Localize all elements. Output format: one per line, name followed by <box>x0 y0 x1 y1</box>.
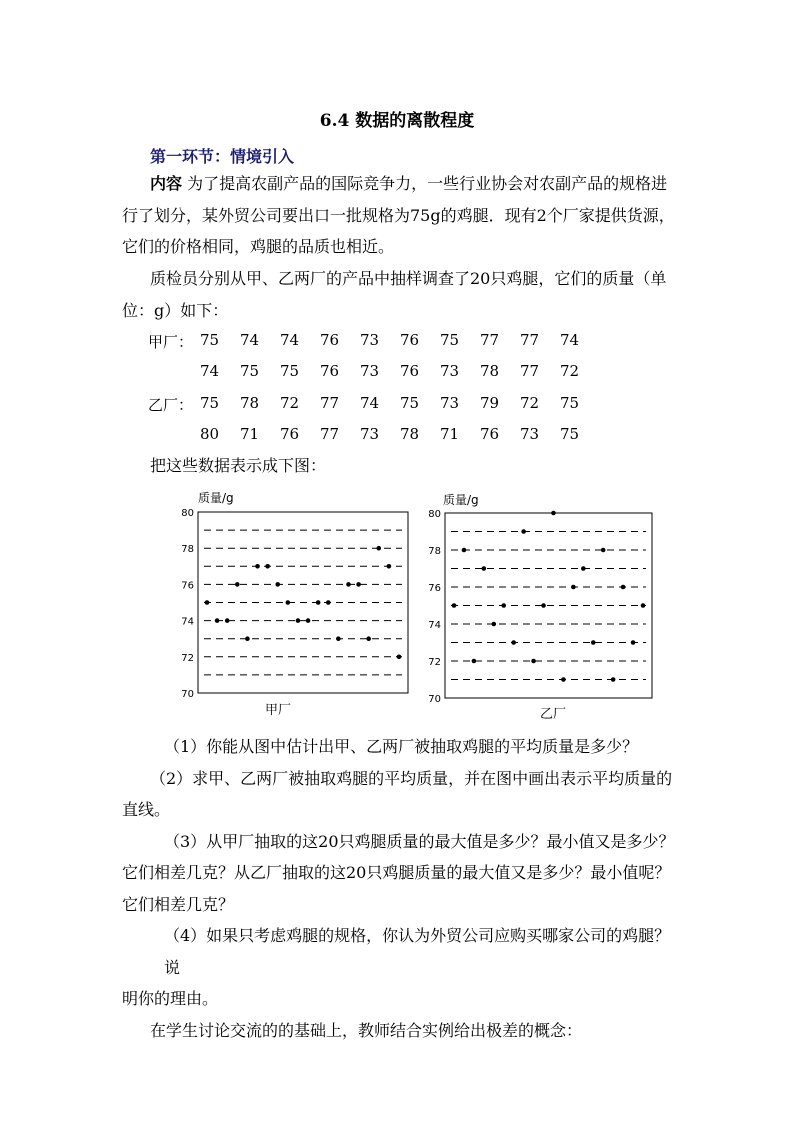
figure-intro: 把这些数据表示成下图： <box>150 456 327 475</box>
data-point <box>326 600 331 605</box>
data-point <box>621 585 626 590</box>
data-point <box>255 564 260 569</box>
y-tick-label: 72 <box>428 657 441 668</box>
intro-label: 内容 <box>150 174 183 193</box>
table-cell: 77 <box>320 394 340 412</box>
data-point <box>397 655 402 660</box>
table-cell: 78 <box>240 394 260 412</box>
page-title: 6.4 数据的离散程度 <box>319 111 475 131</box>
data-point <box>491 622 496 627</box>
data-point <box>541 603 546 608</box>
data-point <box>286 600 291 605</box>
chart-ylabel: 质量/g <box>443 493 479 507</box>
y-tick-label: 74 <box>428 620 441 631</box>
survey-paragraph <box>122 263 682 326</box>
data-point <box>641 603 646 608</box>
data-point <box>346 582 351 587</box>
table-cell: 73 <box>520 425 540 443</box>
data-point <box>501 603 506 608</box>
data-point <box>215 618 220 623</box>
y-tick-label: 78 <box>181 544 194 556</box>
table-cell: 74 <box>360 394 380 412</box>
data-point <box>366 636 371 641</box>
y-tick-label: 74 <box>181 616 194 628</box>
table-cell: 77 <box>480 331 500 349</box>
table-cell: 76 <box>400 331 420 349</box>
data-point <box>265 564 270 569</box>
table-cell: 71 <box>440 425 460 443</box>
question-2-line-1: （2）求甲、乙两厂被抽取鸡腿的平均质量，并在图中画出表示平均质量的 <box>150 768 673 788</box>
table-cell: 77 <box>520 362 540 380</box>
data-point <box>316 600 321 605</box>
data-point <box>482 566 487 571</box>
table-cell: 76 <box>400 362 420 380</box>
table-cell: 75 <box>440 331 460 349</box>
data-points <box>452 511 646 682</box>
data-point <box>571 585 576 590</box>
data-point <box>306 618 311 623</box>
y-tick-label: 70 <box>181 689 194 700</box>
table-cell: 75 <box>280 362 300 380</box>
question-2-line-2: 直线。 <box>122 800 171 819</box>
table-cell: 74 <box>200 362 220 380</box>
table-cell: 73 <box>360 331 380 349</box>
question-3-line-3: 它们相差几克？ <box>122 894 235 914</box>
data-point <box>611 677 616 682</box>
y-tick-label: 72 <box>181 652 194 664</box>
table-cell: 75 <box>400 394 420 412</box>
intro-paragraph <box>122 168 682 263</box>
table-cell: 75 <box>240 362 260 380</box>
chart-title: 乙厂 <box>539 707 567 722</box>
data-point <box>275 582 280 587</box>
table-cell: 73 <box>360 425 380 443</box>
y-tick-label: 70 <box>428 694 441 705</box>
data-point <box>235 582 240 587</box>
data-point <box>356 582 361 587</box>
data-point <box>561 677 566 682</box>
table-cell: 73 <box>360 362 380 380</box>
table-cell: 75 <box>560 394 580 412</box>
table-cell: 77 <box>320 425 340 443</box>
gridlines <box>204 530 402 675</box>
data-point <box>581 566 586 571</box>
closing-paragraph: 在学生讨论交流的的基础上，教师结合实例给出极差的概念： <box>150 1020 583 1040</box>
chart-factory-b <box>425 488 665 728</box>
table-cell: 79 <box>480 394 500 412</box>
factory-b-label: 乙厂： <box>148 396 194 414</box>
table-cell: 75 <box>200 394 220 412</box>
data-point <box>296 618 301 623</box>
question-4-line-2: 明你的理由。 <box>122 989 219 1008</box>
table-cell: 72 <box>280 394 300 412</box>
data-point <box>631 640 636 645</box>
data-point <box>205 600 210 605</box>
y-ticks <box>428 509 441 705</box>
y-tick-label: 80 <box>428 509 441 520</box>
data-point <box>531 659 536 664</box>
survey-line-2: 位：g）如下： <box>122 300 229 320</box>
table-cell: 73 <box>440 362 460 380</box>
table-cell: 76 <box>320 362 340 380</box>
table-cell: 74 <box>240 331 260 349</box>
survey-line-1: 质检员分别从甲、乙两厂的产品中抽样调查了20只鸡腿，它们的质量（单 <box>150 269 667 288</box>
y-tick-label: 76 <box>181 580 194 592</box>
table-cell: 76 <box>320 331 340 349</box>
data-point <box>472 659 477 664</box>
table-cell: 75 <box>560 425 580 443</box>
intro-line-3: 它们的价格相同，鸡腿的品质也相近。 <box>122 237 395 256</box>
table-cell: 76 <box>480 425 500 443</box>
data-point <box>245 636 250 641</box>
table-cell: 74 <box>280 331 300 349</box>
table-cell: 73 <box>440 394 460 412</box>
y-tick-label: 78 <box>428 546 441 557</box>
table-cell: 71 <box>240 425 260 443</box>
table-cell: 74 <box>560 331 580 349</box>
table-cell: 80 <box>200 425 220 443</box>
table-cell: 72 <box>560 362 580 380</box>
data-point <box>551 511 556 516</box>
questions <box>122 731 682 1046</box>
y-ticks <box>181 508 194 700</box>
table-cell: 75 <box>200 331 220 349</box>
data-point <box>601 548 606 553</box>
chart-ylabel: 质量/g <box>198 491 234 505</box>
question-3-line-2: 它们相差几克？从乙厂抽取的这20只鸡腿质量的最大值又是多少？最小值呢？ <box>122 863 671 882</box>
question-3-line-1: （3）从甲厂抽取的这20只鸡腿质量的最大值是多少？最小值又是多少？ <box>164 831 675 851</box>
gridlines <box>451 532 646 680</box>
data-point <box>336 636 341 641</box>
data-point <box>591 640 596 645</box>
table-cell: 78 <box>400 425 420 443</box>
y-tick-label: 80 <box>181 508 194 519</box>
table-cell: 72 <box>520 394 540 412</box>
data-point <box>521 529 526 534</box>
data-point <box>387 564 392 569</box>
intro-line-1: 为了提高农副产品的国际竞争力，一些行业协会对农副产品的规格进 <box>187 174 668 193</box>
chart-factory-a <box>168 486 418 724</box>
data-point <box>225 618 230 623</box>
data-point <box>511 640 516 645</box>
data-point <box>376 546 381 551</box>
table-cell: 77 <box>520 331 540 349</box>
table-cell: 76 <box>280 425 300 443</box>
question-4-line-1: （4）如果只考虑鸡腿的规格，你认为外贸公司应购买哪家公司的鸡腿？说 <box>164 926 671 977</box>
data-point <box>452 603 457 608</box>
data-point <box>462 548 467 553</box>
question-1: （1）你能从图中估计出甲、乙两厂被抽取鸡腿的平均质量是多少？ <box>164 737 639 756</box>
factory-a-label: 甲厂： <box>148 333 194 351</box>
chart-title: 甲厂 <box>264 703 292 718</box>
figure-intro-paragraph <box>122 450 682 482</box>
y-tick-label: 76 <box>428 583 441 594</box>
intro-line-2: 行了划分，某外贸公司要出口一批规格为75g的鸡腿．现有2个厂家提供货源， <box>122 205 675 225</box>
section-heading: 第一环节：情境引入 <box>150 147 295 166</box>
table-cell: 78 <box>480 362 500 380</box>
